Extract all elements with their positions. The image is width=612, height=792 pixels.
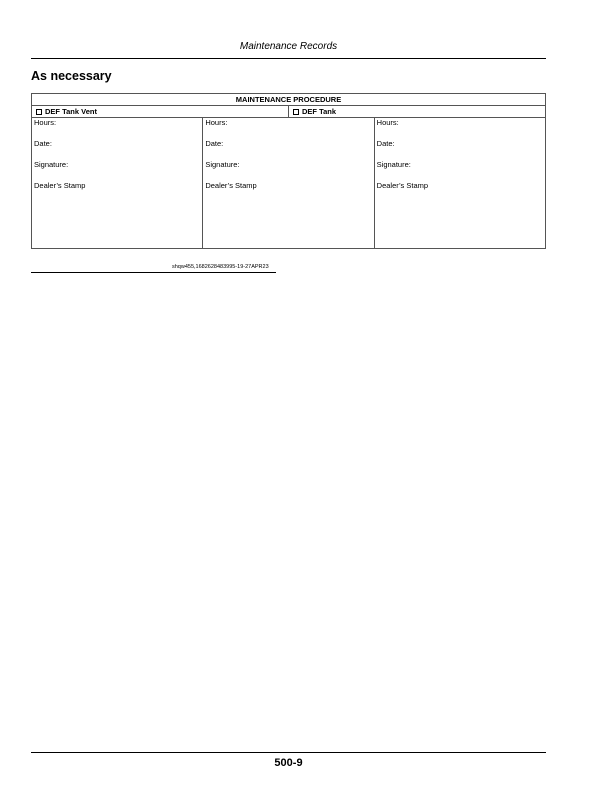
date-label: Date: xyxy=(34,139,52,148)
record-column-1 xyxy=(32,118,203,249)
date-label: Date: xyxy=(205,139,224,148)
procedure-def-tank-vent xyxy=(32,106,289,118)
section-title: As necessary xyxy=(31,69,112,83)
document-code: shqw455,1682628483995-19-27APR23 xyxy=(172,264,269,270)
checkbox-icon[interactable] xyxy=(36,109,42,115)
maintenance-table xyxy=(31,93,546,249)
table-title: MAINTENANCE PROCEDURE xyxy=(32,94,546,106)
page-number: 500-9 xyxy=(274,757,303,769)
dealer-stamp-label: Dealer’s Stamp xyxy=(205,181,257,190)
record-column-3 xyxy=(374,118,545,249)
running-header: Maintenance Records xyxy=(239,41,338,52)
header-rule xyxy=(31,58,546,59)
signature-label: Signature: xyxy=(205,160,240,169)
record-column-2 xyxy=(203,118,374,249)
procedure-label: DEF Tank Vent xyxy=(45,107,97,116)
hours-label: Hours: xyxy=(376,118,399,127)
dealer-stamp-label: Dealer’s Stamp xyxy=(34,181,86,190)
procedure-label: DEF Tank xyxy=(301,107,337,116)
checkbox-icon[interactable] xyxy=(293,109,299,115)
footer-rule xyxy=(31,752,546,753)
date-label: Date: xyxy=(376,139,395,148)
dealer-stamp-label: Dealer’s Stamp xyxy=(376,181,429,190)
document-code-rule xyxy=(31,272,276,273)
signature-label: Signature: xyxy=(376,160,411,169)
signature-label: Signature: xyxy=(34,160,69,169)
procedure-def-tank xyxy=(288,106,545,118)
hours-label: Hours: xyxy=(34,118,57,127)
hours-label: Hours: xyxy=(205,118,228,127)
